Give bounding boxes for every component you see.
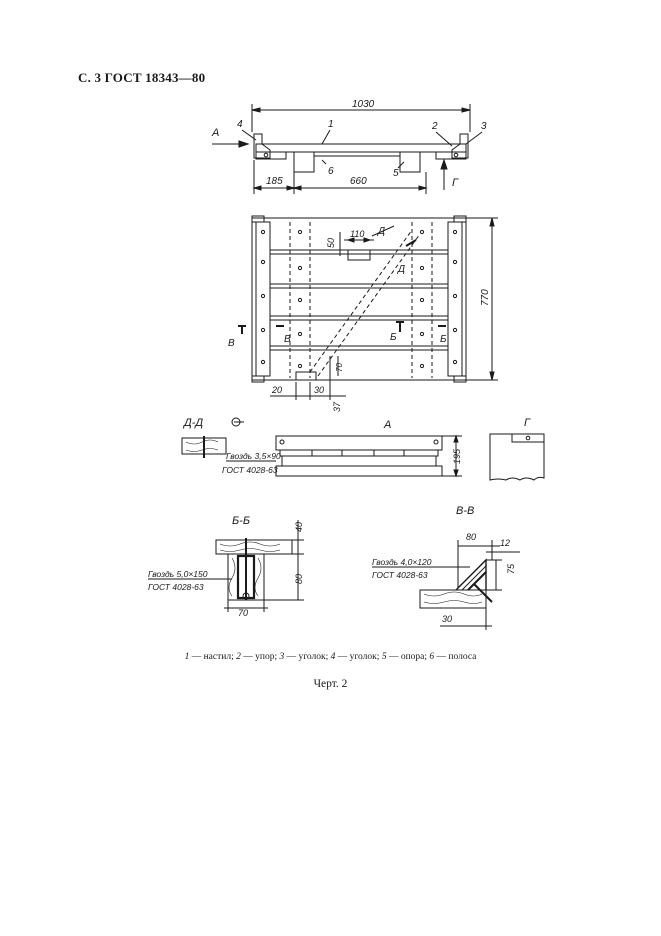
legend-num-5: 5 <box>381 652 387 662</box>
dim-660: 660 <box>350 176 367 187</box>
plan-view <box>228 216 498 412</box>
callout-2: 2 <box>432 121 438 132</box>
page-header: С. 3 ГОСТ 18343—80 <box>78 70 206 85</box>
legend-text-3: уголок <box>298 652 326 662</box>
section-vv-title: В-В <box>456 505 475 517</box>
detail-a-dim-195: 195 <box>452 448 462 464</box>
dim-20: 20 <box>272 385 283 395</box>
vv-dim-80: 80 <box>466 532 477 542</box>
dim-185: 185 <box>266 176 283 187</box>
view-a-label: А <box>212 127 220 139</box>
figure-caption: Черт. 2 <box>313 678 348 690</box>
vv-note-1: Гвоздь 4,0×120 <box>372 557 432 567</box>
dim-30: 30 <box>314 385 325 395</box>
bb-note-1: Гвоздь 5,0×150 <box>148 569 208 579</box>
legend-num-2: 2 <box>236 652 241 662</box>
legend-text-1: настил <box>203 652 232 662</box>
section-bb-title: Б-Б <box>232 515 250 527</box>
section-b-right: Б <box>440 334 447 345</box>
dim-70: 70 <box>335 363 344 372</box>
dim-37: 37 <box>332 401 342 412</box>
vv-dim-12: 12 <box>500 538 511 548</box>
legend-text-4: уголок <box>349 652 377 662</box>
bb-dim-80: 80 <box>294 573 304 584</box>
legend-text-6: полоса <box>448 652 477 662</box>
view-g-label: Г <box>452 177 458 189</box>
detail-a <box>276 419 462 476</box>
legend-num-3: 3 <box>279 652 285 662</box>
vv-dim-75: 75 <box>506 563 516 574</box>
detail-dd-note-2: ГОСТ 4028-63 <box>222 465 278 475</box>
bb-note-2: ГОСТ 4028-63 <box>148 582 204 592</box>
bb-dim-40: 40 <box>294 521 304 532</box>
callout-3: 3 <box>481 121 487 132</box>
section-d-upper: Д <box>378 226 386 237</box>
dim-110: 110 <box>350 229 365 239</box>
bb-dim-70: 70 <box>238 608 249 618</box>
detail-dd-note-1: Гвоздь 3,5×90 <box>226 451 281 461</box>
detail-dd <box>182 417 281 475</box>
legend-text-5: опора <box>400 652 425 662</box>
detail-g <box>490 417 544 480</box>
callout-1: 1 <box>328 119 334 130</box>
side-view <box>211 99 487 194</box>
section-v-right: В <box>284 334 291 345</box>
legend-text-2: упор <box>255 652 275 662</box>
vv-note-2: ГОСТ 4028-63 <box>372 570 428 580</box>
section-vv <box>372 505 520 630</box>
detail-dd-title: Д-Д <box>184 417 204 429</box>
detail-g-title: Г <box>524 417 530 429</box>
dim-1030: 1030 <box>352 99 375 110</box>
legend-num-6: 6 <box>429 652 435 662</box>
vv-dim-30: 30 <box>442 614 453 624</box>
legend-num-4: 4 <box>330 652 336 662</box>
section-b-left: Б <box>390 332 397 343</box>
legend-num-1: 1 <box>184 652 190 662</box>
section-v-left: В <box>228 338 235 349</box>
parts-legend: 1 — настил; 2 — упор; 3 — уголок; 4 — уголок; 5 — опора; 6 — полоса <box>184 652 477 662</box>
callout-6: 6 <box>328 166 334 177</box>
dim-770: 770 <box>480 289 491 306</box>
callout-4: 4 <box>237 119 243 130</box>
detail-a-title: А <box>384 419 392 431</box>
dim-50: 50 <box>326 237 336 248</box>
section-bb <box>148 515 304 618</box>
callout-5: 5 <box>393 168 399 179</box>
section-d-lower: Д <box>398 264 406 275</box>
